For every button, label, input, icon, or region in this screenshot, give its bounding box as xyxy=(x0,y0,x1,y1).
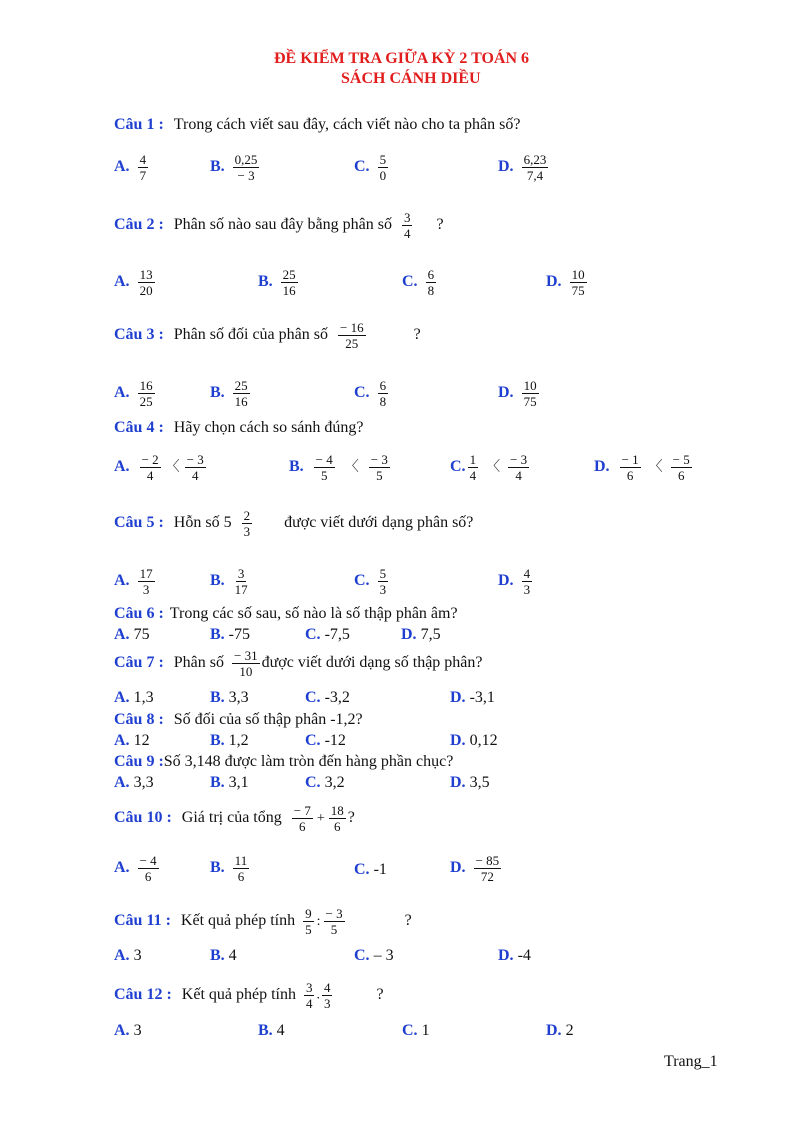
q12-option-d[interactable] xyxy=(546,1021,574,1041)
question-7 xyxy=(114,648,483,679)
q1-option-c[interactable] xyxy=(354,152,390,183)
question-text: Hãy chọn cách so sánh đúng? xyxy=(173,419,364,436)
option-label: C. xyxy=(305,774,321,791)
fraction: $\frac{1}{4}$ xyxy=(469,452,477,483)
question-end: được viết dưới dạng số thập phân? xyxy=(261,654,483,672)
option-value: -3,1 xyxy=(469,689,495,706)
fraction: $\frac{6,23}{7,4}$ xyxy=(523,152,547,183)
option-label: B. xyxy=(210,947,225,964)
plus-symbol: + xyxy=(316,810,325,826)
option-label: D. xyxy=(450,774,466,791)
fraction: $\frac{- 4}{6}$ xyxy=(139,853,157,884)
option-label: D. xyxy=(498,572,514,590)
question-text: Trong các số sau, số nào là số thập phân âm? xyxy=(169,605,458,622)
option-value: -1 xyxy=(373,861,387,878)
fraction: $\frac{2}{3}$ xyxy=(243,508,251,539)
q8-option-a[interactable] xyxy=(114,731,150,751)
q1-option-b[interactable] xyxy=(210,152,261,183)
fraction: $\frac{- 3}{4}$ xyxy=(186,452,204,483)
fraction: $\frac{9}{5}$ xyxy=(305,906,312,937)
option-value: 2 xyxy=(565,1022,574,1039)
question-1 xyxy=(114,115,520,135)
question-10 xyxy=(114,803,355,834)
option-label: C. xyxy=(305,626,321,643)
q11-option-d[interactable] xyxy=(498,946,531,966)
title-line-2: SÁCH CÁNH DIỀU xyxy=(341,70,481,87)
q12-option-c[interactable] xyxy=(402,1021,430,1041)
q12-option-b[interactable] xyxy=(258,1021,285,1041)
q10-option-d[interactable] xyxy=(450,853,503,884)
option-label: A. xyxy=(114,774,130,791)
fraction: $\frac{6}{8}$ xyxy=(379,378,387,409)
q9-option-d[interactable] xyxy=(450,773,490,793)
fraction: $\frac{0,25}{- 3}$ xyxy=(234,152,258,183)
q8-option-c[interactable] xyxy=(305,731,346,751)
option-label: C. xyxy=(354,947,370,964)
option-label: B. xyxy=(289,458,304,476)
q7-option-a[interactable] xyxy=(114,688,154,708)
q3-option-a[interactable] xyxy=(114,378,157,409)
option-label: D. xyxy=(450,732,466,749)
option-label: D. xyxy=(498,947,514,964)
question-text: Hỗn số 5 xyxy=(173,514,232,532)
option-label: C. xyxy=(450,458,466,476)
q3-option-b[interactable] xyxy=(210,378,252,409)
question-end: ? xyxy=(347,809,355,827)
option-value: -3,2 xyxy=(324,689,350,706)
option-value: 75 xyxy=(133,626,150,643)
option-value: 3,2 xyxy=(324,774,345,791)
option-label: D. xyxy=(594,458,610,476)
q2-option-c[interactable] xyxy=(402,267,438,298)
fraction: $\frac{- 3}{4}$ xyxy=(510,452,528,483)
option-label: D. xyxy=(498,158,514,176)
fraction: $\frac{4}{3}$ xyxy=(323,980,331,1011)
multiply-symbol: . xyxy=(316,987,320,1003)
option-value: 12 xyxy=(133,732,150,749)
option-label: C. xyxy=(305,689,321,706)
q1-option-a[interactable] xyxy=(114,152,150,183)
option-label: A. xyxy=(114,947,130,964)
q9-option-c[interactable] xyxy=(305,773,345,793)
question-label: Câu 10 : xyxy=(114,809,172,827)
q7-option-c[interactable] xyxy=(305,688,350,708)
fraction: $\frac{10}{75}$ xyxy=(523,378,537,409)
question-label: Câu 5 : xyxy=(114,514,164,532)
question-text: Kết quả phép tính xyxy=(180,912,296,930)
fraction: $\frac{10}{75}$ xyxy=(571,267,585,298)
option-label: A. xyxy=(114,273,130,291)
option-value: 4 xyxy=(276,1022,285,1039)
fraction: $\frac{- 7}{6}$ xyxy=(293,803,311,834)
q10-option-c[interactable] xyxy=(354,860,387,880)
fraction: $\frac{- 3}{5}$ xyxy=(370,452,388,483)
question-3 xyxy=(114,320,421,351)
option-label: C. xyxy=(354,158,370,176)
option-label: D. xyxy=(546,1022,562,1039)
option-value: 3 xyxy=(133,1022,142,1039)
question-text: Số 3,148 được làm tròn đến hàng phần chục? xyxy=(163,753,454,770)
question-label: Câu 9 : xyxy=(114,753,164,770)
q8-option-d[interactable] xyxy=(450,731,498,751)
option-label: B. xyxy=(210,859,225,877)
q11-option-b[interactable] xyxy=(210,946,237,966)
q5-option-a[interactable] xyxy=(114,566,157,597)
q8-option-b[interactable] xyxy=(210,731,249,751)
option-value: 3,3 xyxy=(133,774,154,791)
option-label: B. xyxy=(210,774,225,791)
q3-option-c[interactable] xyxy=(354,378,390,409)
option-label: A. xyxy=(114,859,130,877)
less-than-symbol: 〈 xyxy=(648,459,663,475)
fraction: $\frac{25}{16}$ xyxy=(282,267,296,298)
q5-option-c[interactable] xyxy=(354,566,390,597)
question-label: Câu 4 : xyxy=(114,419,164,436)
option-label: A. xyxy=(114,158,130,176)
fraction: $\frac{- 2}{4}$ xyxy=(141,452,159,483)
option-value: 3,3 xyxy=(228,689,249,706)
q10-option-a[interactable] xyxy=(114,853,161,884)
question-label: Câu 8 : xyxy=(114,711,164,728)
option-value: -75 xyxy=(228,626,250,643)
option-value: -7,5 xyxy=(324,626,350,643)
fraction: $\frac{- 31}{10}$ xyxy=(234,648,258,679)
q6-option-b[interactable] xyxy=(210,625,250,645)
question-label: Câu 1 : xyxy=(114,116,164,133)
question-text: Phân số đối của phân số xyxy=(173,326,328,344)
title-line-1: ĐỀ KIỂM TRA GIỮA KỲ 2 TOÁN 6 xyxy=(274,50,530,67)
option-label: D. xyxy=(546,273,562,291)
option-label: C. xyxy=(354,861,370,878)
option-value: – 3 xyxy=(373,947,394,964)
fraction: $\frac{6}{8}$ xyxy=(427,267,435,298)
question-2 xyxy=(114,210,444,241)
option-value: 0,12 xyxy=(469,732,498,749)
question-4 xyxy=(114,418,364,438)
fraction: $\frac{25}{16}$ xyxy=(234,378,248,409)
fraction: $\frac{3}{17}$ xyxy=(234,566,248,597)
question-text: Giá trị của tổng xyxy=(181,809,282,827)
fraction: $\frac{5}{0}$ xyxy=(379,152,387,183)
question-label: Câu 3 : xyxy=(114,326,164,344)
less-than-symbol: 〈 xyxy=(165,459,180,475)
option-label: B. xyxy=(210,158,225,176)
question-5 xyxy=(114,508,473,539)
q5-option-d[interactable] xyxy=(498,566,534,597)
fraction: $\frac{3}{4}$ xyxy=(403,210,411,241)
question-end: ? xyxy=(376,986,384,1004)
question-12 xyxy=(114,980,384,1011)
fraction: $\frac{18}{6}$ xyxy=(330,803,344,834)
question-text: Phân số xyxy=(173,654,225,672)
divide-symbol: : xyxy=(316,913,321,929)
q3-option-d[interactable] xyxy=(498,378,541,409)
q5-option-b[interactable] xyxy=(210,566,252,597)
question-label: Câu 7 : xyxy=(114,654,164,672)
fraction: $\frac{5}{3}$ xyxy=(379,566,387,597)
option-label: B. xyxy=(210,732,225,749)
q7-option-b[interactable] xyxy=(210,688,249,708)
question-text: Kết quả phép tính xyxy=(181,986,296,1004)
q4-option-d[interactable] xyxy=(594,452,694,483)
q12-option-a[interactable] xyxy=(114,1021,142,1041)
option-value: 3,1 xyxy=(228,774,249,791)
option-label: D. xyxy=(450,689,466,706)
q10-option-b[interactable] xyxy=(210,853,251,884)
option-value: 1,3 xyxy=(133,689,154,706)
option-label: C. xyxy=(305,732,321,749)
question-6 xyxy=(114,604,458,624)
option-label: B. xyxy=(210,689,225,706)
option-label: A. xyxy=(114,626,130,643)
q6-option-d[interactable] xyxy=(401,625,441,645)
q4-option-b[interactable] xyxy=(289,452,392,483)
fraction: $\frac{- 16}{25}$ xyxy=(339,320,364,351)
q2-option-a[interactable] xyxy=(114,267,157,298)
option-label: B. xyxy=(210,572,225,590)
q6-option-c[interactable] xyxy=(305,625,350,645)
fraction: $\frac{4}{7}$ xyxy=(139,152,147,183)
option-label: D. xyxy=(450,859,466,877)
question-label: Câu 6 : xyxy=(114,605,164,622)
option-label: C. xyxy=(402,273,418,291)
fraction: $\frac{3}{4}$ xyxy=(305,980,313,1011)
q9-option-a[interactable] xyxy=(114,773,154,793)
question-label: Câu 2 : xyxy=(114,216,164,234)
option-value: 1 xyxy=(421,1022,430,1039)
question-text: Số đối của số thập phân -1,2? xyxy=(173,711,363,728)
option-label: D. xyxy=(401,626,417,643)
fraction: $\frac{17}{3}$ xyxy=(139,566,153,597)
option-label: B. xyxy=(210,626,225,643)
question-8 xyxy=(114,710,363,730)
fraction: $\frac{16}{25}$ xyxy=(139,378,153,409)
option-label: B. xyxy=(258,273,273,291)
fraction: $\frac{- 1}{6}$ xyxy=(621,452,639,483)
fraction: $\frac{13}{20}$ xyxy=(139,267,153,298)
fraction: $\frac{- 5}{6}$ xyxy=(672,452,690,483)
option-label: A. xyxy=(114,458,130,476)
fraction: $\frac{- 3}{5}$ xyxy=(325,906,343,937)
q2-option-b[interactable] xyxy=(258,267,300,298)
option-label: C. xyxy=(354,384,370,402)
q4-option-a[interactable] xyxy=(114,452,208,483)
page-number: Trang_1 xyxy=(664,1053,718,1070)
question-9 xyxy=(114,752,453,772)
option-label: A. xyxy=(114,384,130,402)
option-label: A. xyxy=(114,572,130,590)
q1-option-d[interactable] xyxy=(498,152,550,183)
question-end: được viết dưới dạng phân số? xyxy=(284,514,474,532)
fraction: $\frac{4}{3}$ xyxy=(523,566,531,597)
option-label: A. xyxy=(114,732,130,749)
less-than-symbol: 〈 xyxy=(486,459,501,475)
question-end: ? xyxy=(404,912,412,930)
question-end: ? xyxy=(436,216,444,234)
option-value: -12 xyxy=(324,732,346,749)
option-value: 3 xyxy=(133,947,142,964)
question-label: Câu 12 : xyxy=(114,986,172,1004)
question-end: ? xyxy=(413,326,421,344)
fraction: $\frac{- 85}{72}$ xyxy=(475,853,500,884)
question-11 xyxy=(114,906,412,937)
q4-option-c[interactable] xyxy=(450,452,531,483)
option-label: B. xyxy=(210,384,225,402)
q7-option-d[interactable] xyxy=(450,688,495,708)
option-value: 3,5 xyxy=(469,774,490,791)
question-text: Trong cách viết sau đây, cách viết nào cho ta phân số? xyxy=(173,116,521,133)
q9-option-b[interactable] xyxy=(210,773,249,793)
option-value: -4 xyxy=(517,947,531,964)
q11-option-a[interactable] xyxy=(114,946,142,966)
q6-option-a[interactable] xyxy=(114,625,150,645)
option-label: A. xyxy=(114,689,130,706)
question-text: Phân số nào sau đây bằng phân số xyxy=(173,216,392,234)
q2-option-d[interactable] xyxy=(546,267,589,298)
option-label: A. xyxy=(114,1022,130,1039)
fraction: $\frac{- 4}{5}$ xyxy=(315,452,333,483)
option-label: D. xyxy=(498,384,514,402)
option-value: 4 xyxy=(228,947,237,964)
less-than-symbol: 〈 xyxy=(344,459,359,475)
option-label: B. xyxy=(258,1022,273,1039)
q11-option-c[interactable] xyxy=(354,946,394,966)
question-label: Câu 11 : xyxy=(114,912,171,930)
option-label: C. xyxy=(402,1022,418,1039)
fraction: $\frac{11}{6}$ xyxy=(234,853,248,884)
option-label: C. xyxy=(354,572,370,590)
option-value: 1,2 xyxy=(228,732,249,749)
option-value: 7,5 xyxy=(420,626,441,643)
